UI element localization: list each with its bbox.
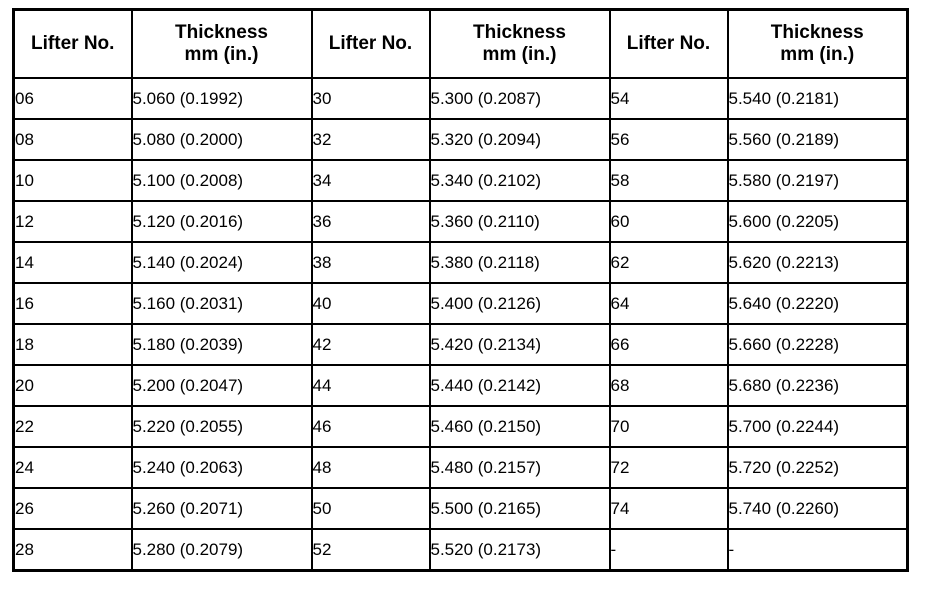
cell-thickness: 5.380 (0.2118) [430,242,610,283]
cell-thickness: 5.560 (0.2189) [728,119,908,160]
lifter-thickness-table [12,8,909,572]
cell-lifter-no: 72 [610,447,728,488]
table-header-row [14,10,908,79]
cell-lifter-no: 62 [610,242,728,283]
column-header-lifter-no-2 [312,10,430,79]
column-header-line1: Lifter No. [328,33,413,55]
column-header-line1: Thickness [175,22,268,44]
cell-thickness: 5.460 (0.2150) [430,406,610,447]
cell-thickness: 5.360 (0.2110) [430,201,610,242]
cell-lifter-no: 46 [312,406,430,447]
cell-lifter-no: 74 [610,488,728,529]
cell-thickness: 5.080 (0.2000) [132,119,312,160]
cell-lifter-no: 12 [14,201,132,242]
cell-thickness: - [728,529,908,571]
cell-thickness: 5.700 (0.2244) [728,406,908,447]
column-header-line2: mm (in.) [184,44,259,65]
cell-lifter-no: 26 [14,488,132,529]
cell-thickness: 5.120 (0.2016) [132,201,312,242]
cell-thickness: 5.160 (0.2031) [132,283,312,324]
cell-lifter-no: 38 [312,242,430,283]
table-row [14,488,908,529]
cell-lifter-no: 50 [312,488,430,529]
cell-lifter-no: 24 [14,447,132,488]
cell-lifter-no: - [610,529,728,571]
table-row [14,324,908,365]
cell-lifter-no: 06 [14,78,132,119]
cell-thickness: 5.140 (0.2024) [132,242,312,283]
column-header-line2: mm (in.) [780,44,855,65]
cell-thickness: 5.600 (0.2205) [728,201,908,242]
cell-thickness: 5.680 (0.2236) [728,365,908,406]
cell-thickness: 5.220 (0.2055) [132,406,312,447]
cell-thickness: 5.400 (0.2126) [430,283,610,324]
cell-lifter-no: 56 [610,119,728,160]
cell-thickness: 5.720 (0.2252) [728,447,908,488]
cell-lifter-no: 58 [610,160,728,201]
cell-lifter-no: 10 [14,160,132,201]
cell-thickness: 5.540 (0.2181) [728,78,908,119]
cell-thickness: 5.440 (0.2142) [430,365,610,406]
column-header-lifter-no-3 [610,10,728,79]
cell-lifter-no: 14 [14,242,132,283]
column-header-thickness-3 [728,10,908,79]
cell-lifter-no: 18 [14,324,132,365]
cell-thickness: 5.340 (0.2102) [430,160,610,201]
column-header-line1: Thickness [770,22,864,44]
table-header [14,10,908,79]
cell-thickness: 5.580 (0.2197) [728,160,908,201]
cell-lifter-no: 32 [312,119,430,160]
cell-thickness: 5.420 (0.2134) [430,324,610,365]
cell-lifter-no: 28 [14,529,132,571]
cell-lifter-no: 30 [312,78,430,119]
column-header-thickness-2 [430,10,610,79]
cell-lifter-no: 20 [14,365,132,406]
cell-lifter-no: 42 [312,324,430,365]
cell-thickness: 5.060 (0.1992) [132,78,312,119]
cell-lifter-no: 44 [312,365,430,406]
cell-lifter-no: 22 [14,406,132,447]
cell-lifter-no: 68 [610,365,728,406]
cell-thickness: 5.260 (0.2071) [132,488,312,529]
cell-lifter-no: 36 [312,201,430,242]
cell-thickness: 5.280 (0.2079) [132,529,312,571]
table-row [14,119,908,160]
cell-lifter-no: 52 [312,529,430,571]
cell-lifter-no: 54 [610,78,728,119]
table-row [14,529,908,571]
table-row [14,283,908,324]
cell-thickness: 5.100 (0.2008) [132,160,312,201]
cell-lifter-no: 66 [610,324,728,365]
cell-thickness: 5.320 (0.2094) [430,119,610,160]
cell-thickness: 5.500 (0.2165) [430,488,610,529]
cell-thickness: 5.660 (0.2228) [728,324,908,365]
cell-thickness: 5.640 (0.2220) [728,283,908,324]
table-row [14,447,908,488]
cell-lifter-no: 34 [312,160,430,201]
cell-thickness: 5.520 (0.2173) [430,529,610,571]
cell-thickness: 5.180 (0.2039) [132,324,312,365]
table-row [14,201,908,242]
table-body [14,78,908,571]
cell-thickness: 5.200 (0.2047) [132,365,312,406]
column-header-line1: Thickness [473,22,566,44]
cell-lifter-no: 16 [14,283,132,324]
column-header-lifter-no-1 [14,10,132,79]
cell-thickness: 5.240 (0.2063) [132,447,312,488]
column-header-line1: Lifter No. [31,33,115,55]
column-header-thickness-1 [132,10,312,79]
cell-lifter-no: 70 [610,406,728,447]
cell-lifter-no: 60 [610,201,728,242]
cell-thickness: 5.480 (0.2157) [430,447,610,488]
cell-lifter-no: 40 [312,283,430,324]
table-row [14,406,908,447]
column-header-line1: Lifter No. [626,33,711,55]
table-row [14,160,908,201]
cell-thickness: 5.740 (0.2260) [728,488,908,529]
table-row [14,78,908,119]
cell-lifter-no: 08 [14,119,132,160]
table-row [14,365,908,406]
table-row [14,242,908,283]
column-header-line2: mm (in.) [482,44,557,65]
cell-lifter-no: 48 [312,447,430,488]
cell-thickness: 5.620 (0.2213) [728,242,908,283]
cell-lifter-no: 64 [610,283,728,324]
cell-thickness: 5.300 (0.2087) [430,78,610,119]
